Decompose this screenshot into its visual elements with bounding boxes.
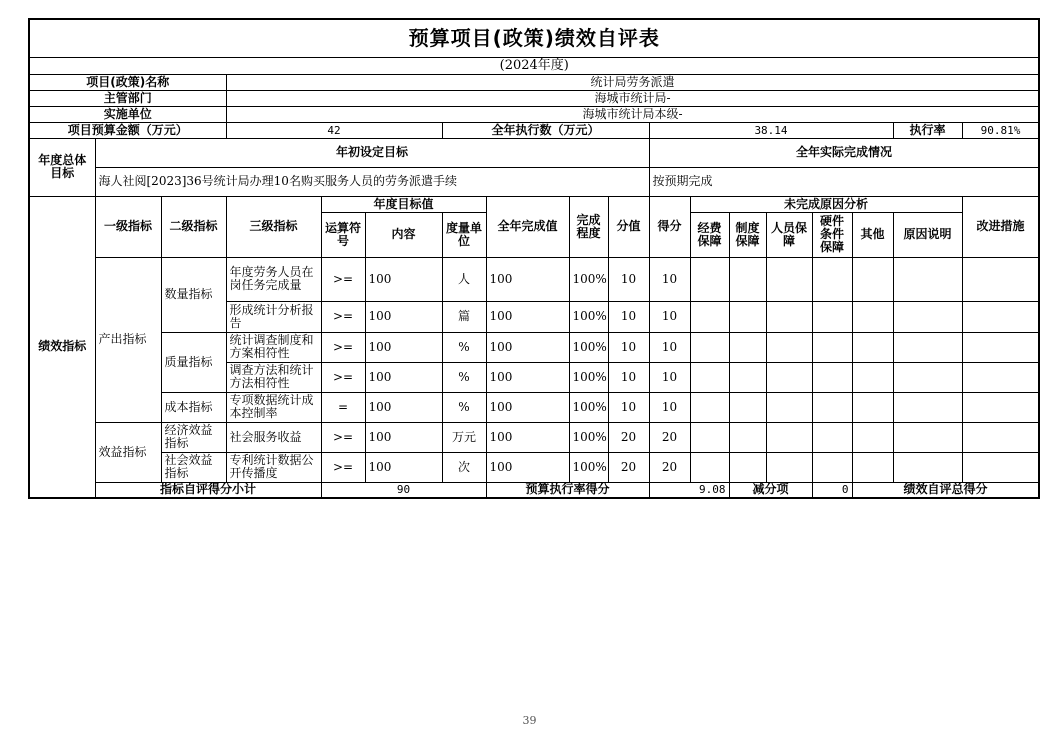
reason-hardware-header: 硬件条件保障 [812, 212, 852, 257]
reason-fund-header: 经费保障 [690, 212, 729, 257]
target-content: 100 [365, 301, 442, 332]
page-title: 预算项目(政策)绩效自评表 [29, 19, 1039, 57]
perf-indicators-label: 绩效指标 [29, 196, 95, 498]
actual-value: 100 [486, 301, 569, 332]
reasons-header: 未完成原因分析 [690, 196, 962, 212]
score-value: 10 [608, 392, 649, 422]
annual-target-header: 年度目标值 [321, 196, 486, 212]
operator: >= [321, 452, 365, 482]
actual-value: 100 [486, 332, 569, 362]
dept: 海城市统计局- [226, 90, 1039, 106]
measure-unit: % [442, 362, 486, 392]
operator-header: 运算符号 [321, 212, 365, 257]
actual-value: 100 [486, 392, 569, 422]
score-value: 20 [608, 422, 649, 452]
completion-degree: 100% [569, 301, 608, 332]
actual-completion-header: 全年实际完成情况 [649, 138, 1039, 167]
reason-other-header: 其他 [852, 212, 893, 257]
score: 10 [649, 257, 690, 301]
subtotal-score: 90 [321, 482, 486, 498]
score: 10 [649, 301, 690, 332]
actual-value: 100 [486, 452, 569, 482]
group-cost: 成本指标 [161, 392, 226, 422]
level1-header: 一级指标 [95, 196, 161, 257]
unit: 海城市统计局本级- [226, 106, 1039, 122]
operator: >= [321, 301, 365, 332]
measure-unit: 次 [442, 452, 486, 482]
target-content: 100 [365, 257, 442, 301]
completion-degree: 100% [569, 332, 608, 362]
score-value: 10 [608, 301, 649, 332]
improve-header: 改进措施 [962, 196, 1039, 257]
target-content: 100 [365, 362, 442, 392]
completion-degree: 100% [569, 257, 608, 301]
score: 10 [649, 392, 690, 422]
actual-value-header: 全年完成值 [486, 196, 569, 257]
indicator-name: 统计调查制度和方案相符性 [226, 332, 321, 362]
score-value-header: 分值 [608, 196, 649, 257]
content-header: 内容 [365, 212, 442, 257]
score-value: 10 [608, 362, 649, 392]
score-value: 10 [608, 332, 649, 362]
score-header: 得分 [649, 196, 690, 257]
page-number: 39 [522, 714, 537, 727]
actual-value: 100 [486, 257, 569, 301]
score-value: 10 [608, 257, 649, 301]
project-name: 统计局劳务派遣 [226, 74, 1039, 90]
reason-desc-header: 原因说明 [893, 212, 962, 257]
completion-degree: 100% [569, 392, 608, 422]
reason-staff-header: 人员保障 [766, 212, 812, 257]
score: 20 [649, 452, 690, 482]
exec-rate: 90.81% [962, 122, 1039, 138]
group-quantity: 数量指标 [161, 257, 226, 332]
measure-unit: 人 [442, 257, 486, 301]
measure-unit: 篇 [442, 301, 486, 332]
score: 10 [649, 332, 690, 362]
budget-amount: 42 [226, 122, 442, 138]
target-content: 100 [365, 452, 442, 482]
total-score-label: 绩效自评总得分 [852, 482, 1039, 498]
measure-unit: % [442, 392, 486, 422]
unit-header: 度量单位 [442, 212, 486, 257]
indicator-name: 专利统计数据公开传播度 [226, 452, 321, 482]
level3-header: 三级指标 [226, 196, 321, 257]
operator: >= [321, 362, 365, 392]
measure-unit: 万元 [442, 422, 486, 452]
group-quality: 质量指标 [161, 332, 226, 392]
project-name-label: 项目(政策)名称 [29, 74, 226, 90]
group-output: 产出指标 [95, 257, 161, 422]
target-content: 100 [365, 422, 442, 452]
measure-unit: % [442, 332, 486, 362]
score: 10 [649, 362, 690, 392]
completion-degree: 100% [569, 362, 608, 392]
group-social: 社会效益指标 [161, 452, 226, 482]
budget-score: 9.08 [649, 482, 729, 498]
report-year: (2024年度) [29, 57, 1039, 74]
deduct-score: 0 [812, 482, 852, 498]
score: 20 [649, 422, 690, 452]
deduct-label: 减分项 [729, 482, 812, 498]
exec-amount: 38.14 [649, 122, 893, 138]
annual-goal-label: 年度总体目标 [29, 138, 95, 196]
indicator-name: 专项数据统计成本控制率 [226, 392, 321, 422]
rate-label: 执行率 [893, 122, 962, 138]
group-benefit: 效益指标 [95, 422, 161, 482]
completion-degree: 100% [569, 452, 608, 482]
exec-label: 全年执行数（万元） [442, 122, 649, 138]
score-value: 20 [608, 452, 649, 482]
operator: >= [321, 332, 365, 362]
level2-header: 二级指标 [161, 196, 226, 257]
subtotal-label: 指标自评得分小计 [95, 482, 321, 498]
evaluation-table [28, 18, 1040, 499]
operator: >= [321, 422, 365, 452]
budget-label: 项目预算金额（万元） [29, 122, 226, 138]
initial-goal-header: 年初设定目标 [95, 138, 649, 167]
group-economic: 经济效益指标 [161, 422, 226, 452]
target-content: 100 [365, 392, 442, 422]
target-content: 100 [365, 332, 442, 362]
actual-value: 100 [486, 422, 569, 452]
dept-label: 主管部门 [29, 90, 226, 106]
actual-completion-text: 按预期完成 [649, 167, 1039, 196]
budget-score-label: 预算执行率得分 [486, 482, 649, 498]
unit-label: 实施单位 [29, 106, 226, 122]
performance-self-evaluation-sheet [28, 18, 1038, 499]
operator: >= [321, 257, 365, 301]
indicator-name: 年度劳务人员在岗任务完成量 [226, 257, 321, 301]
indicator-name: 调查方法和统计方法相符性 [226, 362, 321, 392]
completion-degree: 100% [569, 422, 608, 452]
indicator-name: 形成统计分析报告 [226, 301, 321, 332]
initial-goal-text: 海人社阅[2023]36号统计局办理10名购买服务人员的劳务派遣手续 [95, 167, 649, 196]
operator: = [321, 392, 365, 422]
indicator-name: 社会服务收益 [226, 422, 321, 452]
actual-value: 100 [486, 362, 569, 392]
degree-header: 完成程度 [569, 196, 608, 257]
reason-system-header: 制度保障 [729, 212, 766, 257]
